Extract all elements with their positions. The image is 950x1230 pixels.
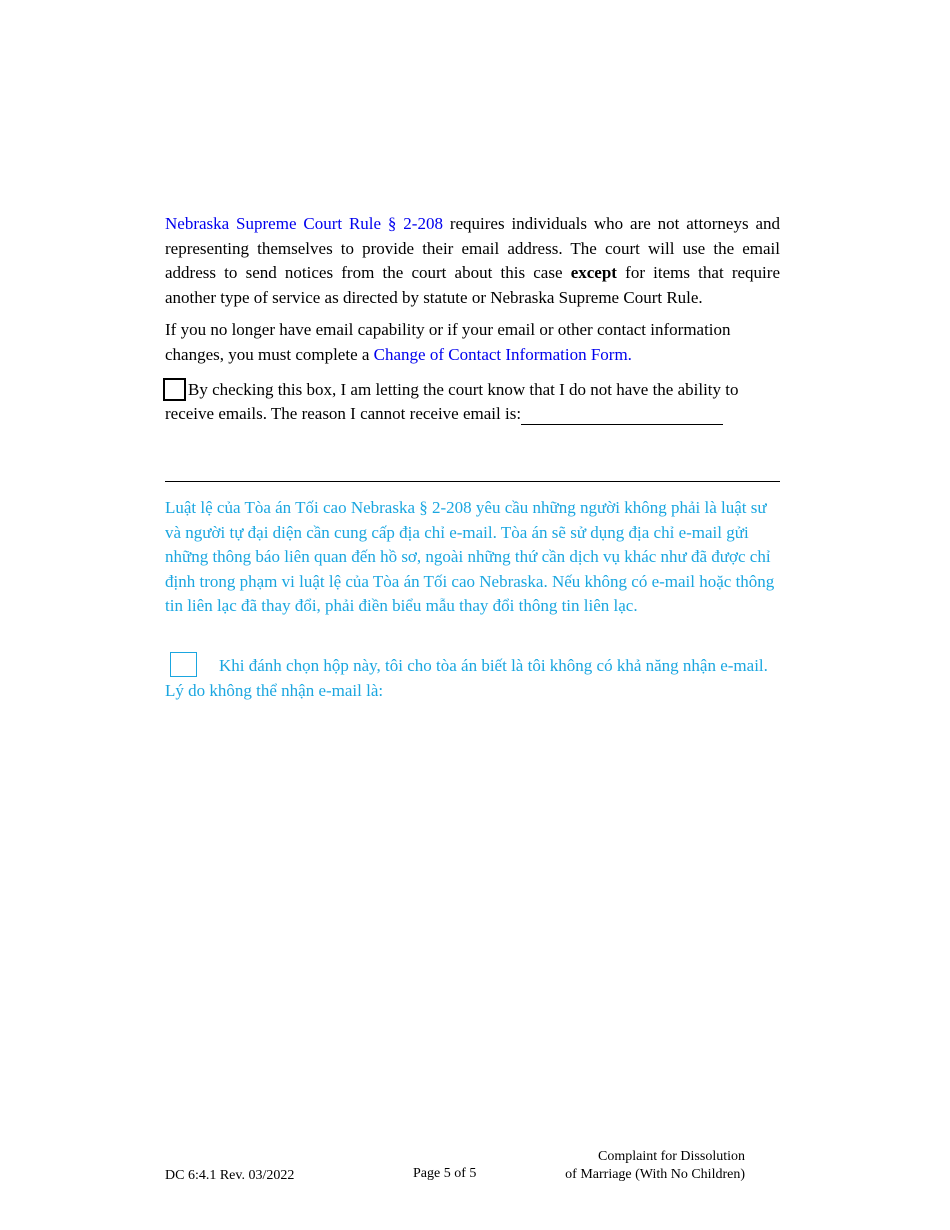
email-requirement-paragraph	[165, 212, 780, 310]
page-number: Page 5 of 5	[413, 1166, 477, 1181]
no-email-checkbox[interactable]	[163, 378, 186, 401]
supreme-court-rule-link[interactable]: Nebraska Supreme Court Rule § 2-208	[165, 214, 443, 233]
no-email-checkbox-row	[165, 378, 780, 427]
form-title	[540, 1148, 745, 1184]
reason-blank-line-2[interactable]	[165, 481, 780, 482]
except-emphasis: except	[570, 263, 617, 283]
para1-text-a: requires individuals who are not attorneys and representing themselves to provide their email address. The court will use the email address to send notices from the court about this case	[165, 214, 780, 283]
form-title-line1: Complaint for Dissolution	[598, 1149, 745, 1164]
vietnamese-checkbox-label: Khi đánh chọn hộp này, tôi cho tòa án biết là tôi không có khả năng nhận e-mail. Lý do không thể nhận e-mail là:	[165, 656, 768, 700]
para1-text-b: for items that require another type of service as directed by statute or Nebraska Supreme Court Rule.	[165, 263, 780, 307]
no-email-checkbox-label: By checking this box, I am letting the court know that I do not have the ability to receive emails. The reason I cannot receive email is:	[165, 379, 739, 424]
change-contact-form-link[interactable]: Change of Contact Information Form.	[373, 344, 632, 364]
para2-text: If you no longer have email capability or if your email or other contact information changes, you must complete a	[165, 320, 731, 364]
vietnamese-paragraph: Luật lệ của Tòa án Tối cao Nebraska § 2-208 yêu cầu những người không phải là luật sư và người tự đại diện cần cung cấp địa chỉ e-mail. Tòa án sẽ sử dụng địa chỉ e-mail gửi những thông báo liên quan đến hồ sơ, ngoài những thứ cần dịch vụ khác như đã được chỉ định trong phạm vi luật lệ của Tòa án Tối cao Nebraska. Nếu không có e-mail hoặc thông tin liên lạc đã thay đổi, phải điền biểu mẫu thay đổi thông tin liên lạc.	[165, 498, 775, 616]
contact-change-paragraph	[165, 318, 780, 367]
form-id: DC 6:4.1 Rev. 03/2022	[165, 1168, 295, 1183]
vietnamese-checkbox-row	[165, 652, 775, 703]
reason-blank-line[interactable]	[521, 406, 723, 425]
english-section	[165, 212, 780, 427]
form-title-line2: of Marriage (With No Children)	[565, 1167, 745, 1182]
vietnamese-no-email-checkbox[interactable]	[170, 652, 197, 677]
